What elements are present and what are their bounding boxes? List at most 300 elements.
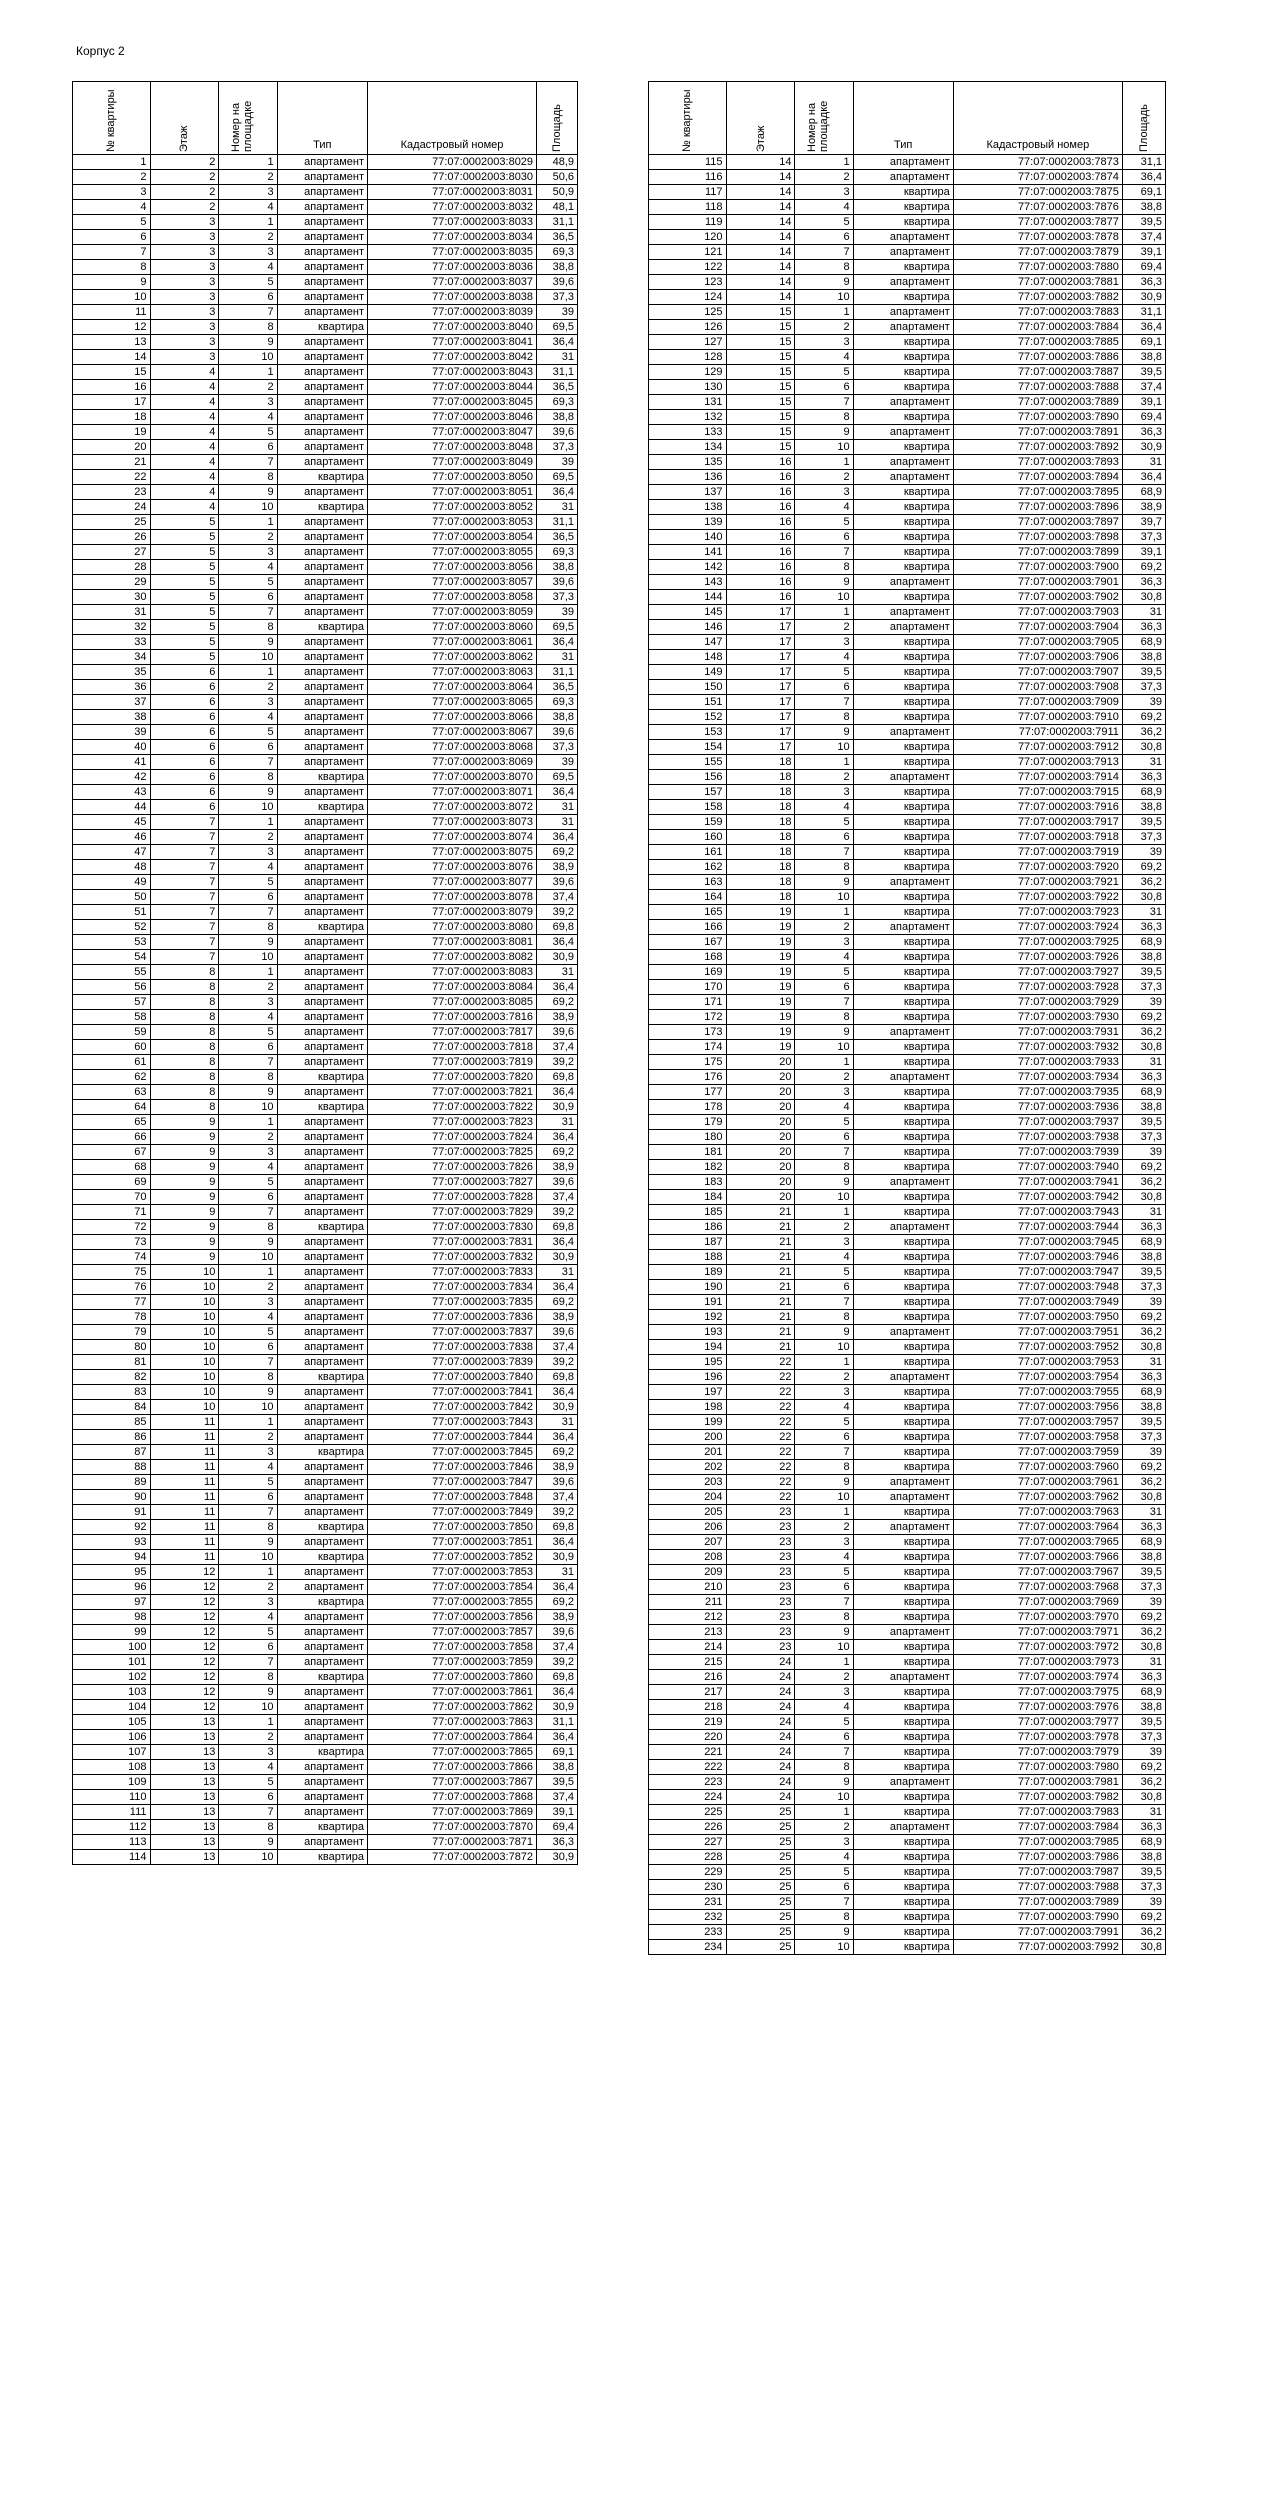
apartment-number-cell: 229: [649, 1865, 727, 1880]
apartment-number-cell: 159: [649, 815, 727, 830]
area-cell: 37,3: [1122, 1880, 1165, 1895]
position-cell: 5: [795, 215, 853, 230]
cadastral-number-cell: 77:07:0002003:7938: [953, 1130, 1122, 1145]
header-type: Тип: [853, 82, 953, 155]
floor-cell: 11: [150, 1550, 219, 1565]
type-cell: апартамент: [277, 1175, 367, 1190]
area-cell: 69,3: [537, 695, 578, 710]
table-row: [649, 1610, 1166, 1625]
cadastral-number-cell: 77:07:0002003:8037: [368, 275, 537, 290]
cadastral-number-cell: 77:07:0002003:7935: [953, 1085, 1122, 1100]
apartment-number-cell: 92: [73, 1520, 151, 1535]
table-row: [649, 620, 1166, 635]
floor-cell: 16: [726, 545, 795, 560]
position-cell: 2: [219, 680, 277, 695]
table-row: [649, 1340, 1166, 1355]
apartment-number-cell: 131: [649, 395, 727, 410]
table-row: [649, 365, 1166, 380]
apartment-number-cell: 109: [73, 1775, 151, 1790]
area-cell: 69,4: [1122, 260, 1165, 275]
position-cell: 6: [795, 980, 853, 995]
type-cell: апартамент: [277, 1415, 367, 1430]
floor-cell: 4: [150, 380, 219, 395]
cadastral-number-cell: 77:07:0002003:8040: [368, 320, 537, 335]
apartment-number-cell: 125: [649, 305, 727, 320]
floor-cell: 18: [726, 785, 795, 800]
area-cell: 30,8: [1122, 740, 1165, 755]
cadastral-number-cell: 77:07:0002003:7852: [368, 1550, 537, 1565]
cadastral-number-cell: 77:07:0002003:7855: [368, 1595, 537, 1610]
floor-cell: 15: [726, 425, 795, 440]
type-cell: квартира: [277, 320, 367, 335]
type-cell: апартамент: [277, 530, 367, 545]
apartment-number-cell: 98: [73, 1610, 151, 1625]
apartment-number-cell: 201: [649, 1445, 727, 1460]
area-cell: 38,8: [537, 410, 578, 425]
apartment-number-cell: 30: [73, 590, 151, 605]
floor-cell: 23: [726, 1610, 795, 1625]
type-cell: апартамент: [277, 875, 367, 890]
area-cell: 39,6: [537, 1625, 578, 1640]
cadastral-number-cell: 77:07:0002003:7833: [368, 1265, 537, 1280]
floor-cell: 11: [150, 1490, 219, 1505]
area-cell: 31,1: [1122, 305, 1165, 320]
type-cell: квартира: [853, 1895, 953, 1910]
floor-cell: 9: [150, 1220, 219, 1235]
area-cell: 69,8: [537, 1070, 578, 1085]
type-cell: апартамент: [277, 1010, 367, 1025]
floor-cell: 16: [726, 485, 795, 500]
cadastral-number-cell: 77:07:0002003:7835: [368, 1295, 537, 1310]
floor-cell: 21: [726, 1265, 795, 1280]
type-cell: апартамент: [277, 1715, 367, 1730]
position-cell: 8: [219, 1370, 277, 1385]
cadastral-number-cell: 77:07:0002003:7866: [368, 1760, 537, 1775]
table-row: [73, 380, 578, 395]
apartment-number-cell: 107: [73, 1745, 151, 1760]
position-cell: 2: [219, 1580, 277, 1595]
cadastral-number-cell: 77:07:0002003:7893: [953, 455, 1122, 470]
area-cell: 39: [537, 305, 578, 320]
position-cell: 6: [219, 1340, 277, 1355]
cadastral-number-cell: 77:07:0002003:7904: [953, 620, 1122, 635]
type-cell: квартира: [853, 530, 953, 545]
type-cell: апартамент: [277, 1055, 367, 1070]
area-cell: 37,4: [1122, 230, 1165, 245]
cadastral-number-cell: 77:07:0002003:8061: [368, 635, 537, 650]
table-row: [73, 1670, 578, 1685]
position-cell: 4: [795, 500, 853, 515]
position-cell: 8: [795, 1760, 853, 1775]
apartment-number-cell: 212: [649, 1610, 727, 1625]
area-cell: 50,6: [537, 170, 578, 185]
cadastral-number-cell: 77:07:0002003:7982: [953, 1790, 1122, 1805]
cadastral-number-cell: 77:07:0002003:7978: [953, 1730, 1122, 1745]
type-cell: апартамент: [277, 440, 367, 455]
apartment-number-cell: 143: [649, 575, 727, 590]
area-cell: 31: [537, 350, 578, 365]
area-cell: 69,5: [537, 620, 578, 635]
table-row: [73, 1415, 578, 1430]
table-row: [649, 1820, 1166, 1835]
position-cell: 8: [219, 470, 277, 485]
apartment-number-cell: 137: [649, 485, 727, 500]
apartment-number-cell: 156: [649, 770, 727, 785]
apartment-number-cell: 22: [73, 470, 151, 485]
table-row: [649, 350, 1166, 365]
floor-cell: 3: [150, 320, 219, 335]
table-row: [649, 380, 1166, 395]
floor-cell: 14: [726, 185, 795, 200]
position-cell: 6: [219, 1190, 277, 1205]
floor-cell: 13: [150, 1820, 219, 1835]
position-cell: 7: [219, 1805, 277, 1820]
table-row: [649, 1805, 1166, 1820]
table-row: [649, 1430, 1166, 1445]
type-cell: апартамент: [277, 1115, 367, 1130]
type-cell: апартамент: [853, 230, 953, 245]
type-cell: квартира: [853, 500, 953, 515]
type-cell: апартамент: [277, 965, 367, 980]
position-cell: 3: [219, 995, 277, 1010]
cadastral-number-cell: 77:07:0002003:7939: [953, 1145, 1122, 1160]
position-cell: 5: [795, 1715, 853, 1730]
area-cell: 31,1: [537, 515, 578, 530]
apartment-number-cell: 28: [73, 560, 151, 575]
cadastral-number-cell: 77:07:0002003:7823: [368, 1115, 537, 1130]
table-row: [73, 365, 578, 380]
apartment-number-cell: 197: [649, 1385, 727, 1400]
area-cell: 69,2: [1122, 560, 1165, 575]
floor-cell: 2: [150, 185, 219, 200]
table-row: [73, 1610, 578, 1625]
area-cell: 39,5: [1122, 215, 1165, 230]
position-cell: 5: [219, 1325, 277, 1340]
position-cell: 7: [219, 1355, 277, 1370]
area-cell: 30,9: [537, 1850, 578, 1865]
area-cell: 30,9: [537, 1400, 578, 1415]
table-row: [73, 800, 578, 815]
floor-cell: 24: [726, 1715, 795, 1730]
position-cell: 1: [795, 605, 853, 620]
type-cell: квартира: [277, 1445, 367, 1460]
type-cell: апартамент: [277, 155, 367, 170]
table-row: [649, 1400, 1166, 1415]
apartment-number-cell: 174: [649, 1040, 727, 1055]
cadastral-number-cell: 77:07:0002003:8076: [368, 860, 537, 875]
cadastral-number-cell: 77:07:0002003:8046: [368, 410, 537, 425]
header-apartment-number: № квартиры: [73, 82, 151, 155]
area-cell: 69,2: [1122, 1910, 1165, 1925]
type-cell: квартира: [853, 185, 953, 200]
position-cell: 10: [219, 1250, 277, 1265]
position-cell: 6: [795, 1430, 853, 1445]
cadastral-number-cell: 77:07:0002003:7888: [953, 380, 1122, 395]
type-cell: апартамент: [277, 1805, 367, 1820]
type-cell: квартира: [853, 890, 953, 905]
floor-cell: 24: [726, 1685, 795, 1700]
cadastral-number-cell: 77:07:0002003:7902: [953, 590, 1122, 605]
apartment-number-cell: 96: [73, 1580, 151, 1595]
position-cell: 6: [795, 680, 853, 695]
cadastral-number-cell: 77:07:0002003:7945: [953, 1235, 1122, 1250]
apartment-number-cell: 129: [649, 365, 727, 380]
apartment-number-cell: 108: [73, 1760, 151, 1775]
floor-cell: 23: [726, 1565, 795, 1580]
apartment-number-cell: 202: [649, 1460, 727, 1475]
position-cell: 1: [795, 1805, 853, 1820]
table-row: [649, 590, 1166, 605]
area-cell: 39,1: [1122, 245, 1165, 260]
floor-cell: 21: [726, 1295, 795, 1310]
position-cell: 1: [795, 1205, 853, 1220]
floor-cell: 24: [726, 1745, 795, 1760]
area-cell: 30,8: [1122, 1940, 1165, 1955]
floor-cell: 7: [150, 935, 219, 950]
area-cell: 39,6: [537, 425, 578, 440]
floor-cell: 20: [726, 1115, 795, 1130]
header-area: Площадь: [1122, 82, 1165, 155]
cadastral-number-cell: 77:07:0002003:7934: [953, 1070, 1122, 1085]
table-row: [73, 1220, 578, 1235]
position-cell: 2: [795, 470, 853, 485]
type-cell: квартира: [853, 590, 953, 605]
area-cell: 31: [537, 965, 578, 980]
type-cell: апартамент: [277, 365, 367, 380]
cadastral-number-cell: 77:07:0002003:7889: [953, 395, 1122, 410]
floor-cell: 12: [150, 1595, 219, 1610]
table-row: [73, 740, 578, 755]
area-cell: 36,2: [1122, 1625, 1165, 1640]
table-row: [73, 1760, 578, 1775]
apartment-number-cell: 113: [73, 1835, 151, 1850]
table-row: [73, 545, 578, 560]
apartment-number-cell: 95: [73, 1565, 151, 1580]
position-cell: 4: [795, 1550, 853, 1565]
cadastral-number-cell: 77:07:0002003:7976: [953, 1700, 1122, 1715]
position-cell: 5: [795, 815, 853, 830]
floor-cell: 7: [150, 890, 219, 905]
type-cell: квартира: [853, 1265, 953, 1280]
area-cell: 31: [537, 1115, 578, 1130]
type-cell: квартира: [853, 1505, 953, 1520]
position-cell: 4: [795, 200, 853, 215]
apartment-number-cell: 213: [649, 1625, 727, 1640]
type-cell: квартира: [853, 1700, 953, 1715]
type-cell: квартира: [853, 1565, 953, 1580]
table-row: [649, 740, 1166, 755]
floor-cell: 10: [150, 1400, 219, 1415]
table-row: [73, 1190, 578, 1205]
area-cell: 38,8: [1122, 650, 1165, 665]
apartment-number-cell: 48: [73, 860, 151, 875]
type-cell: апартамент: [277, 830, 367, 845]
type-cell: апартамент: [277, 950, 367, 965]
table-row: [73, 965, 578, 980]
floor-cell: 19: [726, 980, 795, 995]
floor-cell: 17: [726, 695, 795, 710]
table-row: [649, 1355, 1166, 1370]
area-cell: 31,1: [537, 215, 578, 230]
position-cell: 6: [219, 440, 277, 455]
area-cell: 38,9: [1122, 500, 1165, 515]
table-row: [73, 980, 578, 995]
position-cell: 5: [219, 725, 277, 740]
area-cell: 36,4: [537, 1085, 578, 1100]
table-row: [649, 1535, 1166, 1550]
position-cell: 9: [795, 1175, 853, 1190]
type-cell: апартамент: [277, 170, 367, 185]
apartment-number-cell: 209: [649, 1565, 727, 1580]
position-cell: 9: [795, 1325, 853, 1340]
floor-cell: 14: [726, 200, 795, 215]
position-cell: 8: [795, 860, 853, 875]
table-row: [649, 1835, 1166, 1850]
position-cell: 9: [219, 635, 277, 650]
type-cell: квартира: [853, 1310, 953, 1325]
cadastral-number-cell: 77:07:0002003:7824: [368, 1130, 537, 1145]
floor-cell: 14: [726, 275, 795, 290]
cadastral-number-cell: 77:07:0002003:7986: [953, 1850, 1122, 1865]
table-row: [649, 395, 1166, 410]
apartment-number-cell: 47: [73, 845, 151, 860]
position-cell: 8: [219, 620, 277, 635]
area-cell: 36,4: [537, 1580, 578, 1595]
area-cell: 69,3: [537, 545, 578, 560]
cadastral-number-cell: 77:07:0002003:7985: [953, 1835, 1122, 1850]
table-row: [649, 1865, 1166, 1880]
type-cell: квартира: [853, 335, 953, 350]
type-cell: апартамент: [853, 1775, 953, 1790]
area-cell: 36,3: [1122, 1370, 1165, 1385]
position-cell: 4: [795, 1400, 853, 1415]
area-cell: 31: [1122, 455, 1165, 470]
area-cell: 36,3: [1122, 1670, 1165, 1685]
floor-cell: 10: [150, 1325, 219, 1340]
cadastral-number-cell: 77:07:0002003:8066: [368, 710, 537, 725]
table-row: [649, 245, 1166, 260]
position-cell: 2: [795, 1220, 853, 1235]
type-cell: квартира: [853, 1040, 953, 1055]
apartment-number-cell: 20: [73, 440, 151, 455]
cadastral-number-cell: 77:07:0002003:7884: [953, 320, 1122, 335]
position-cell: 8: [795, 1610, 853, 1625]
type-cell: квартира: [853, 1145, 953, 1160]
table-row: [649, 1190, 1166, 1205]
type-cell: квартира: [853, 365, 953, 380]
table-row: [649, 335, 1166, 350]
area-cell: 68,9: [1122, 935, 1165, 950]
floor-cell: 22: [726, 1355, 795, 1370]
apartment-number-cell: 185: [649, 1205, 727, 1220]
header-apartment-number: № квартиры: [649, 82, 727, 155]
apartment-number-cell: 78: [73, 1310, 151, 1325]
area-cell: 31: [1122, 1655, 1165, 1670]
cadastral-number-cell: 77:07:0002003:8058: [368, 590, 537, 605]
cadastral-number-cell: 77:07:0002003:8075: [368, 845, 537, 860]
area-cell: 37,4: [537, 1790, 578, 1805]
table-row: [649, 185, 1166, 200]
apartment-number-cell: 15: [73, 365, 151, 380]
apartment-number-cell: 72: [73, 1220, 151, 1235]
type-cell: апартамент: [853, 320, 953, 335]
area-cell: 39,6: [537, 1025, 578, 1040]
floor-cell: 10: [150, 1265, 219, 1280]
type-cell: апартамент: [277, 380, 367, 395]
cadastral-number-cell: 77:07:0002003:8074: [368, 830, 537, 845]
type-cell: квартира: [853, 1085, 953, 1100]
table-row: [649, 1370, 1166, 1385]
table-row: [649, 1775, 1166, 1790]
position-cell: 3: [219, 245, 277, 260]
cadastral-number-cell: 77:07:0002003:7990: [953, 1910, 1122, 1925]
type-cell: апартамент: [277, 335, 367, 350]
floor-cell: 6: [150, 665, 219, 680]
area-cell: 69,3: [537, 245, 578, 260]
floor-cell: 4: [150, 395, 219, 410]
floor-cell: 14: [726, 260, 795, 275]
table-row: [73, 560, 578, 575]
cadastral-number-cell: 77:07:0002003:7968: [953, 1580, 1122, 1595]
floor-cell: 22: [726, 1445, 795, 1460]
position-cell: 3: [219, 1595, 277, 1610]
apartment-number-cell: 36: [73, 680, 151, 695]
cadastral-number-cell: 77:07:0002003:7929: [953, 995, 1122, 1010]
area-cell: 68,9: [1122, 1535, 1165, 1550]
area-cell: 31,1: [537, 365, 578, 380]
table-row: [649, 545, 1166, 560]
area-cell: 39,6: [537, 1475, 578, 1490]
floor-cell: 6: [150, 710, 219, 725]
cadastral-number-cell: 77:07:0002003:7946: [953, 1250, 1122, 1265]
table-row: [73, 530, 578, 545]
table-row: [73, 1430, 578, 1445]
position-cell: 8: [795, 710, 853, 725]
table-row: [73, 650, 578, 665]
floor-cell: 5: [150, 515, 219, 530]
position-cell: 3: [795, 185, 853, 200]
area-cell: 30,9: [537, 950, 578, 965]
apartment-number-cell: 64: [73, 1100, 151, 1115]
apartment-number-cell: 100: [73, 1640, 151, 1655]
apartment-number-cell: 222: [649, 1760, 727, 1775]
table-row: [649, 1460, 1166, 1475]
table-row: [649, 1730, 1166, 1745]
area-cell: 69,2: [537, 1145, 578, 1160]
position-cell: 6: [219, 890, 277, 905]
apartment-number-cell: 144: [649, 590, 727, 605]
floor-cell: 25: [726, 1820, 795, 1835]
table-row: [73, 1265, 578, 1280]
type-cell: квартира: [853, 1685, 953, 1700]
position-cell: 5: [219, 875, 277, 890]
apartments-table-left: [72, 81, 578, 1865]
area-cell: 69,2: [537, 1295, 578, 1310]
floor-cell: 23: [726, 1640, 795, 1655]
apartment-number-cell: 115: [649, 155, 727, 170]
floor-cell: 12: [150, 1655, 219, 1670]
position-cell: 6: [795, 1580, 853, 1595]
type-cell: апартамент: [277, 1580, 367, 1595]
position-cell: 4: [219, 710, 277, 725]
apartment-number-cell: 29: [73, 575, 151, 590]
type-cell: апартамент: [853, 620, 953, 635]
cadastral-number-cell: 77:07:0002003:7874: [953, 170, 1122, 185]
table-row: [73, 905, 578, 920]
area-cell: 39,5: [1122, 665, 1165, 680]
apartment-number-cell: 189: [649, 1265, 727, 1280]
apartment-number-cell: 193: [649, 1325, 727, 1340]
